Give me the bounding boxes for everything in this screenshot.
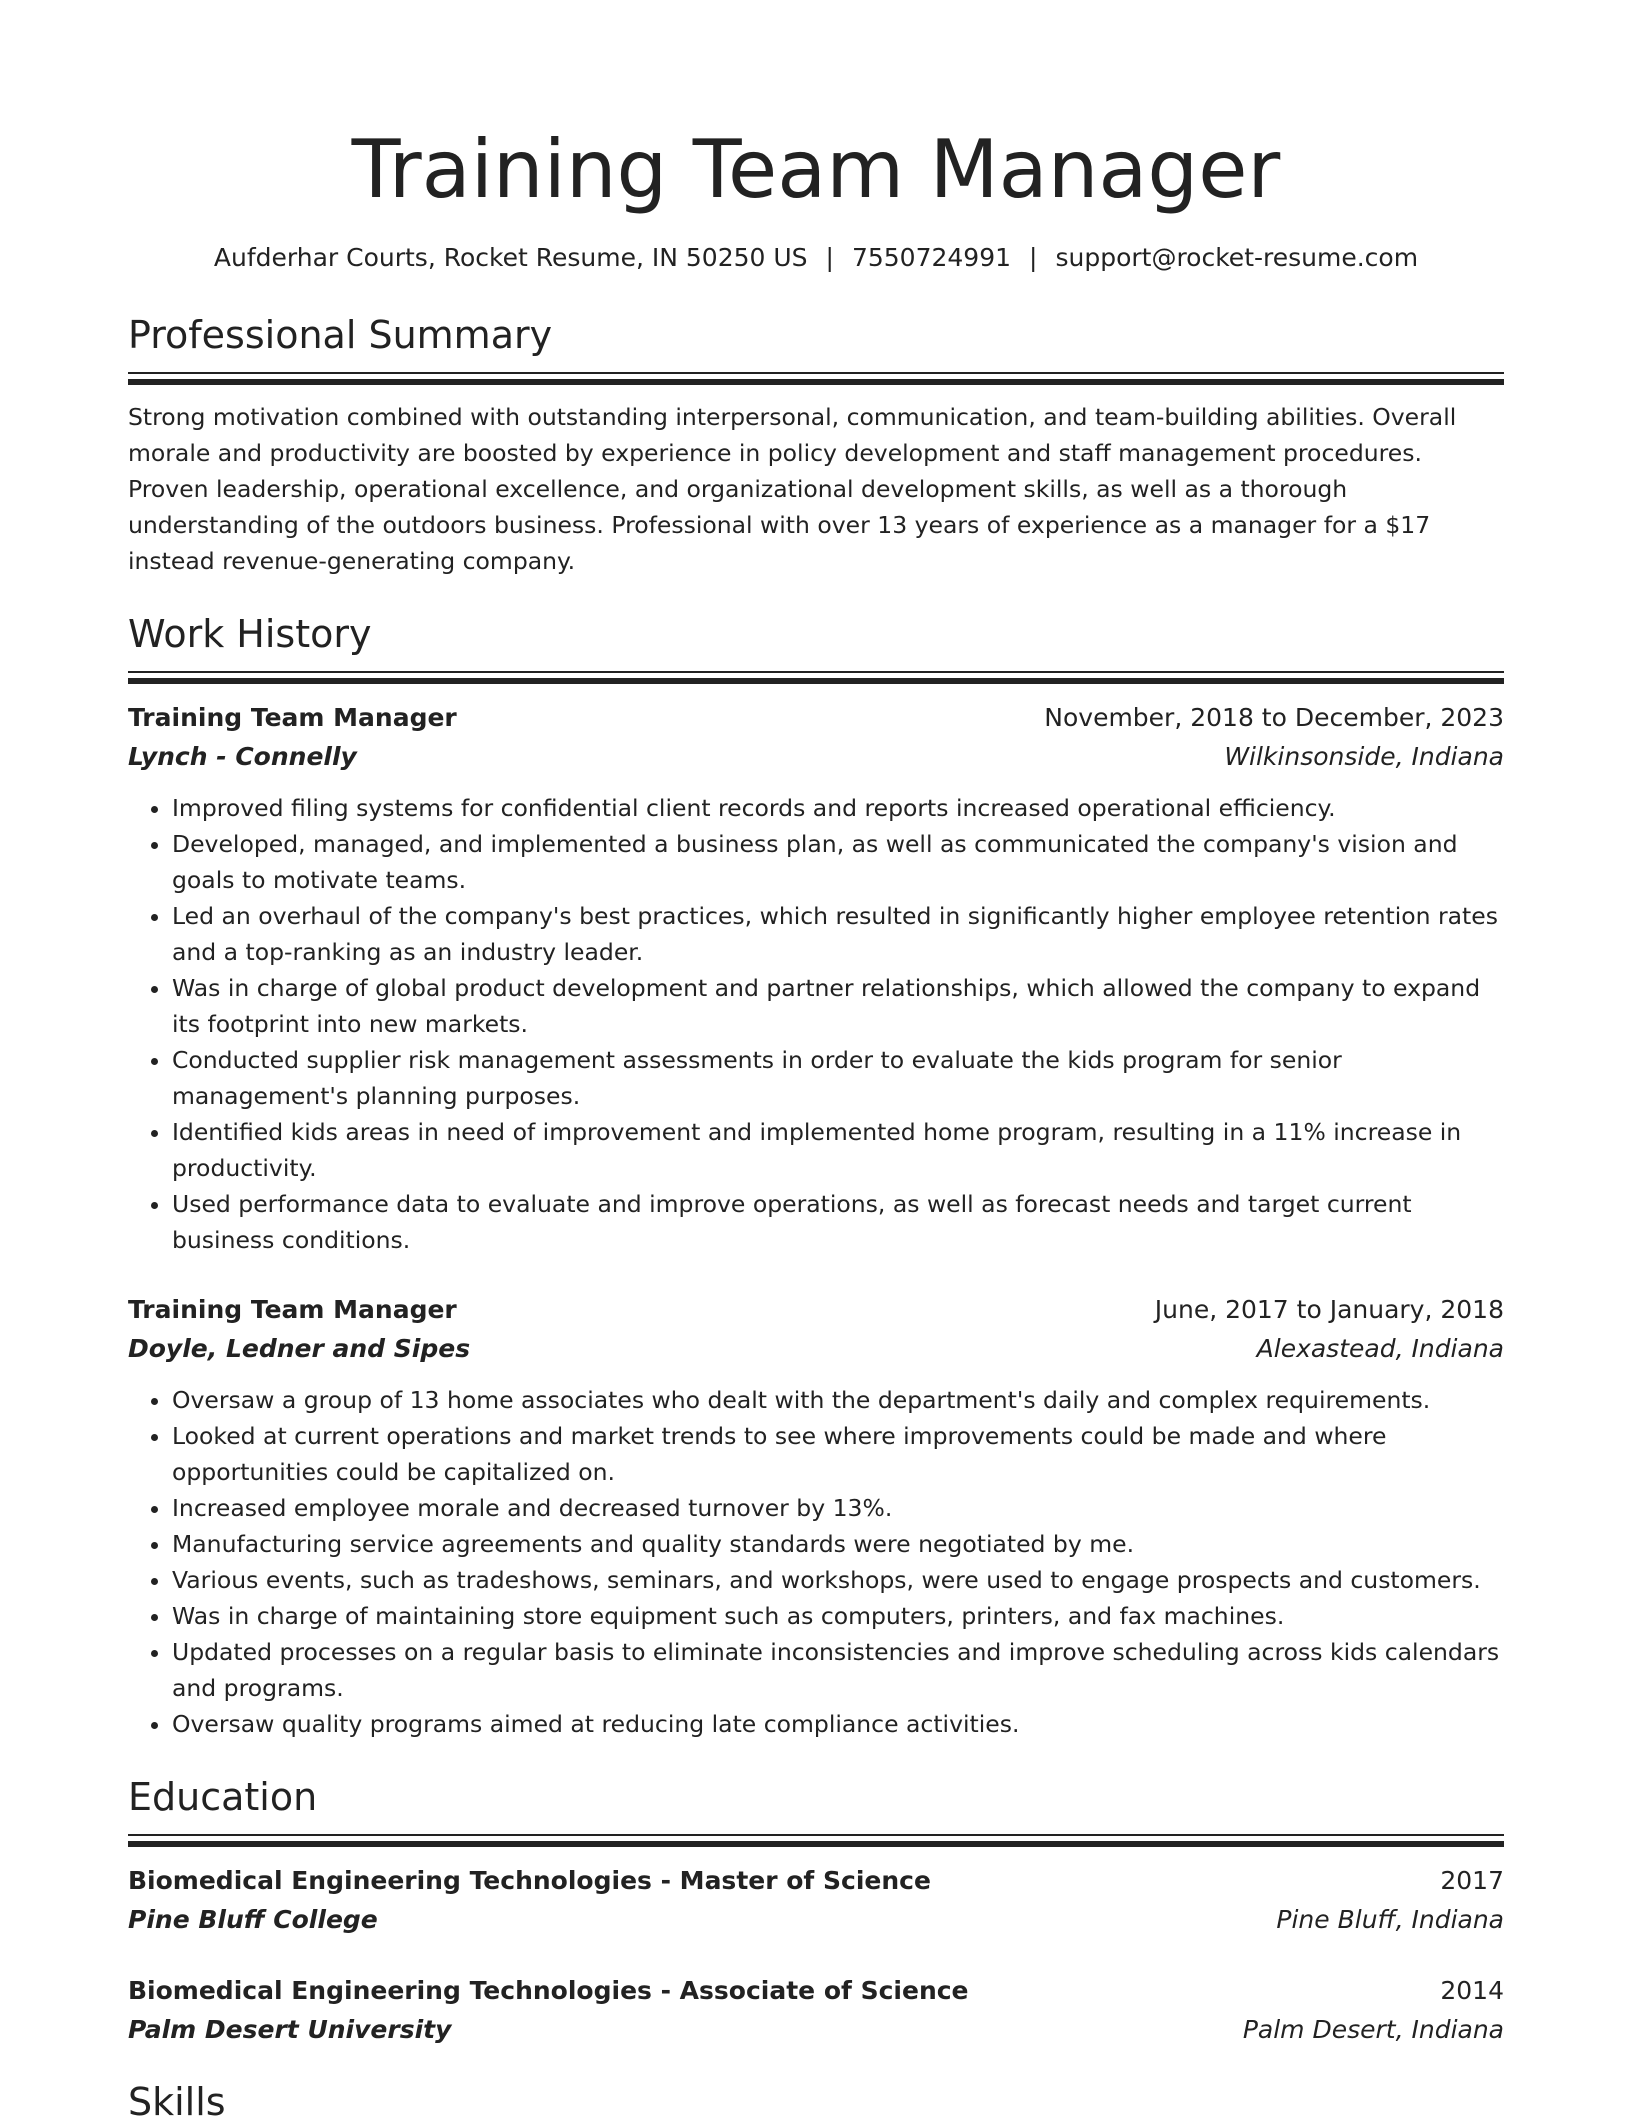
education-subheader <box>128 2011 1504 2049</box>
contact-separator: | <box>1029 243 1038 272</box>
list-item: • Manufacturing service agreements and quality standards were negotiated by me. <box>172 1526 1504 1562</box>
job-title: Training Team Manager <box>128 703 457 732</box>
education-subheader <box>128 1901 1504 1939</box>
job-header <box>128 1290 1504 1330</box>
section-rule-thick <box>128 379 1504 385</box>
contact-phone: 7550724991 <box>851 243 1012 272</box>
education-header <box>128 1971 1504 2011</box>
contact-line <box>128 240 1504 276</box>
list-item: • Developed, managed, and implemented a business plan, as well as communicated the company's vision and goals to motivate teams. <box>172 826 1504 898</box>
section-rule-thick <box>128 678 1504 684</box>
list-item: • Updated processes on a regular basis to eliminate inconsistencies and improve scheduling across kids calendars and programs. <box>172 1634 1504 1706</box>
section-rule-thick <box>128 1841 1504 1847</box>
section-title-skills: Skills <box>128 2080 226 2124</box>
education-degree: Biomedical Engineering Technologies - Associate of Science <box>128 1976 969 2005</box>
job-bullets <box>128 1382 1504 1742</box>
list-item: • Conducted supplier risk management assessments in order to evaluate the kids program for senior management's planning purposes. <box>172 1042 1504 1114</box>
section-title-education: Education <box>128 1775 318 1819</box>
job-entry <box>128 1290 1504 1742</box>
section-rule <box>128 671 1504 673</box>
list-item: • Was in charge of maintaining store equipment such as computers, printers, and fax machines. <box>172 1598 1504 1634</box>
list-item: • Improved filing systems for confidential client records and reports increased operational efficiency. <box>172 790 1504 826</box>
list-item: • Various events, such as tradeshows, seminars, and workshops, were used to engage prospects and customers. <box>172 1562 1504 1598</box>
education-year: 2014 <box>1440 1976 1504 2005</box>
job-bullets <box>128 790 1504 1258</box>
section-title-summary: Professional Summary <box>128 313 553 357</box>
list-item: • Looked at current operations and market trends to see where improvements could be made and where opportunities could be capitalized on. <box>172 1418 1504 1490</box>
contact-address: Aufderhar Courts, Rocket Resume, IN 50250 US <box>213 243 808 272</box>
list-item: • Oversaw quality programs aimed at reducing late compliance activities. <box>172 1706 1504 1742</box>
education-location: Pine Bluff, Indiana <box>1276 1905 1504 1934</box>
job-header <box>128 698 1504 738</box>
list-item: • Increased employee morale and decreased turnover by 13%. <box>172 1490 1504 1526</box>
summary-text: Strong motivation combined with outstanding interpersonal, communication, and team-building abilities. Overall morale and productivity are boosted by experience in policy development and staff management procedures. Proven leadership, operational excellence, and organizational development skills, as well as a thorough understanding of the outdoors business. Professional with over 13 years of experience as a manager for a $17 instead revenue-generating company. <box>128 403 1457 575</box>
education-location: Palm Desert, Indiana <box>1242 2015 1504 2044</box>
list-item: • Oversaw a group of 13 home associates who dealt with the department's daily and complex requirements. <box>172 1382 1504 1418</box>
job-entry <box>128 698 1504 1258</box>
job-dates: November, 2018 to December, 2023 <box>1044 703 1504 732</box>
list-item: • Identified kids areas in need of improvement and implemented home program, resulting in a 11% increase in productivity. <box>172 1114 1504 1186</box>
job-subheader <box>128 1330 1504 1368</box>
section-rule <box>128 372 1504 374</box>
list-item: • Used performance data to evaluate and improve operations, as well as forecast needs and target current business conditions. <box>172 1186 1504 1258</box>
education-entry <box>128 1971 1504 2049</box>
job-company: Doyle, Ledner and Sipes <box>128 1334 471 1363</box>
work-section <box>128 609 1504 1742</box>
resume-name: Training Team Manager <box>351 123 1281 216</box>
summary-section <box>128 310 1504 579</box>
resume-page <box>128 0 1504 2127</box>
job-company: Lynch - Connelly <box>128 742 357 771</box>
education-school: Palm Desert University <box>128 2015 452 2044</box>
skills-section <box>128 2077 1504 2127</box>
education-header <box>128 1861 1504 1901</box>
education-section <box>128 1772 1504 2049</box>
contact-email: support@rocket-resume.com <box>1055 243 1419 272</box>
section-rule <box>128 1834 1504 1836</box>
education-entry <box>128 1861 1504 1939</box>
section-title-work: Work History <box>128 612 372 656</box>
job-subheader <box>128 738 1504 776</box>
job-location: Wilkinsonside, Indiana <box>1224 742 1504 771</box>
education-degree: Biomedical Engineering Technologies - Master of Science <box>128 1866 931 1895</box>
contact-separator: | <box>825 243 834 272</box>
education-year: 2017 <box>1440 1866 1504 1895</box>
job-dates: June, 2017 to January, 2018 <box>1154 1295 1504 1324</box>
job-location: Alexastead, Indiana <box>1256 1334 1504 1363</box>
job-title: Training Team Manager <box>128 1295 457 1324</box>
list-item: • Was in charge of global product development and partner relationships, which allowed the company to expand its footprint into new markets. <box>172 970 1504 1042</box>
education-school: Pine Bluff College <box>128 1905 378 1934</box>
list-item: • Led an overhaul of the company's best practices, which resulted in significantly higher employee retention rates and a top-ranking as an industry leader. <box>172 898 1504 970</box>
